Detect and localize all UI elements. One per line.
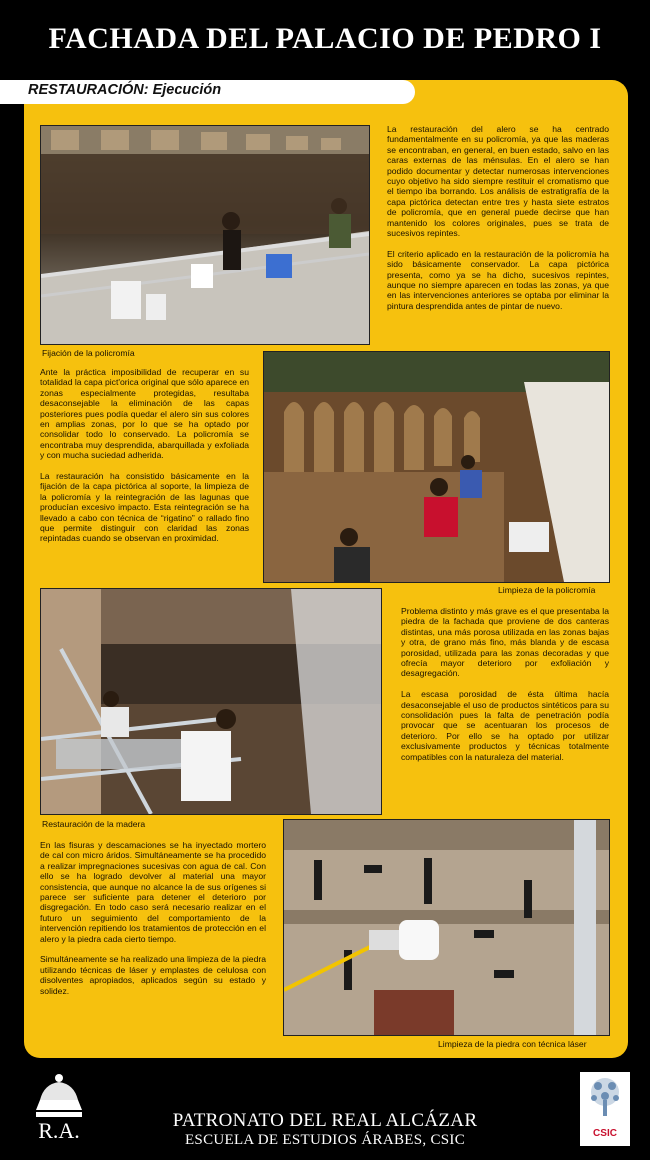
paragraph: Simultáneamente se ha realizado una limpieza de la piedra utilizando técnicas de láser y emplastes de celulosa con disolventes apropiados, aplicados según su estado y solidez. xyxy=(40,954,266,996)
caption-limpieza-laser: Limpieza de la piedra con técnica láser xyxy=(438,1039,587,1049)
text-block-alero xyxy=(387,124,609,322)
paragraph: En las fisuras y descamaciones se ha inyectado mortero de cal con micro áridos. Simultáneamente se ha procedido a realizar impregnaciones sucesivas con agua de cal. Con ello se ha logrado devolver al material una mayor consistencia, que aunque no alcance la de sus orígenes si parece ser suficiente para detener el deterioro por disgregación. En todo caso será necesario realizar en el futuro un seguimiento del comportamiento de la intervención repitiendo los tratamientos de protección en el alero y la piedra cada cierto tiempo. xyxy=(40,840,266,944)
csic-logo-text: CSIC xyxy=(593,1128,617,1139)
paragraph: La escasa porosidad de ésta última hacía desaconsejable el uso de productos sintéticos para su consolidación pues la falta de penetración podía provocar que se acentuaran los procesos de deterioro. Por ello se ha optado por utilizar exclusivamente productos y técnicas totalmente compatibles con la naturaleza del material. xyxy=(401,689,609,762)
paragraph: La restauración ha consistido básicamente en la fijación de la capa pictórica al soporte, la limpieza de la policromía y la reintegración de las lagunas que producían excesivo impacto. Esta reintegración se ha llevado a cabo con técnica de “rigatino” o rallado fino que permite distinguir con claridad las zonas repintadas cuando se observan en proximidad. xyxy=(40,471,249,544)
photo-limpieza-policromia xyxy=(263,351,610,583)
paragraph: Problema distinto y más grave es el que presentaba la piedra de la fachada que proviene de dos canteras distintas, una más porosa utilizada en las zonas bajas y otra, de grano más fino, más blanda y de escasa porosidad, utilizada para las zonas decoradas y que ofrecía mayor deterioro por exfoliación y desagregación. xyxy=(401,606,609,679)
paragraph: La restauración del alero se ha centrado fundamentalmente en su policromía, ya que las maderas se encontraban, en general, en buen estado, salvo en las caras externas de las ménsulas. En el alero se han podido documentar y detectar numerosas intervenciones cuyo objetivo ha sido siempre restituir el cromatismo que el tiempo iba borrando. Los análisis de estratigrafía de la capa pictórica detectan entre tres y hasta siete estratos de policromía, que en general puede decirse que han mantenido los colores originales, pues se trata de sucesivos repintes. xyxy=(387,124,609,239)
paragraph: El criterio aplicado en la restauración de la policromía ha sido básicamente conservador. La capa pictórica presenta, como ya se ha dicho, sucesivos repintes, aunque no siempre aparecen en todas las zonas, ya que en las intervenciones anteriores se optaba por eliminar la pintura desprendida antes de pintar de nuevo. xyxy=(387,248,609,311)
photo-limpieza-laser xyxy=(283,819,610,1036)
text-block-policromia xyxy=(40,367,249,554)
photo-restauracion-madera xyxy=(40,588,382,815)
text-block-piedra xyxy=(401,606,609,772)
photo-fijacion-policromia xyxy=(40,125,370,345)
ra-logo-text: R.A. xyxy=(38,1118,80,1143)
caption-limpieza-policromia: Limpieza de la policromía xyxy=(498,585,596,595)
paragraph: Ante la práctica imposibilidad de recuperar en su totalidad la capa pict'orica original que sólo aparece en zonas especialmente protegidas, resultaba desaconsejable la eliminación de las capas posteriores pues podía quedar el alero sin sus colores en amplias zonas, por lo que se ha optado por consolidar todo lo conservado. La policromía se encontraba muy desprendida, abarquillada y exfoliada y con mucha suciedad adherida. xyxy=(40,367,249,461)
text-block-laser xyxy=(40,840,266,1006)
caption-restauracion-madera: Restauración de la madera xyxy=(42,819,146,829)
section-subtitle: RESTAURACIÓN: Ejecución xyxy=(28,82,222,98)
caption-fijacion: Fijación de la policromía xyxy=(42,348,135,358)
page-title: FACHADA DEL PALACIO DE PEDRO I xyxy=(48,22,602,55)
footer-organization: PATRONATO DEL REAL ALCÁZAR xyxy=(172,1110,478,1131)
footer-school: ESCUELA DE ESTUDIOS ÁRABES, CSIC xyxy=(184,1132,466,1148)
